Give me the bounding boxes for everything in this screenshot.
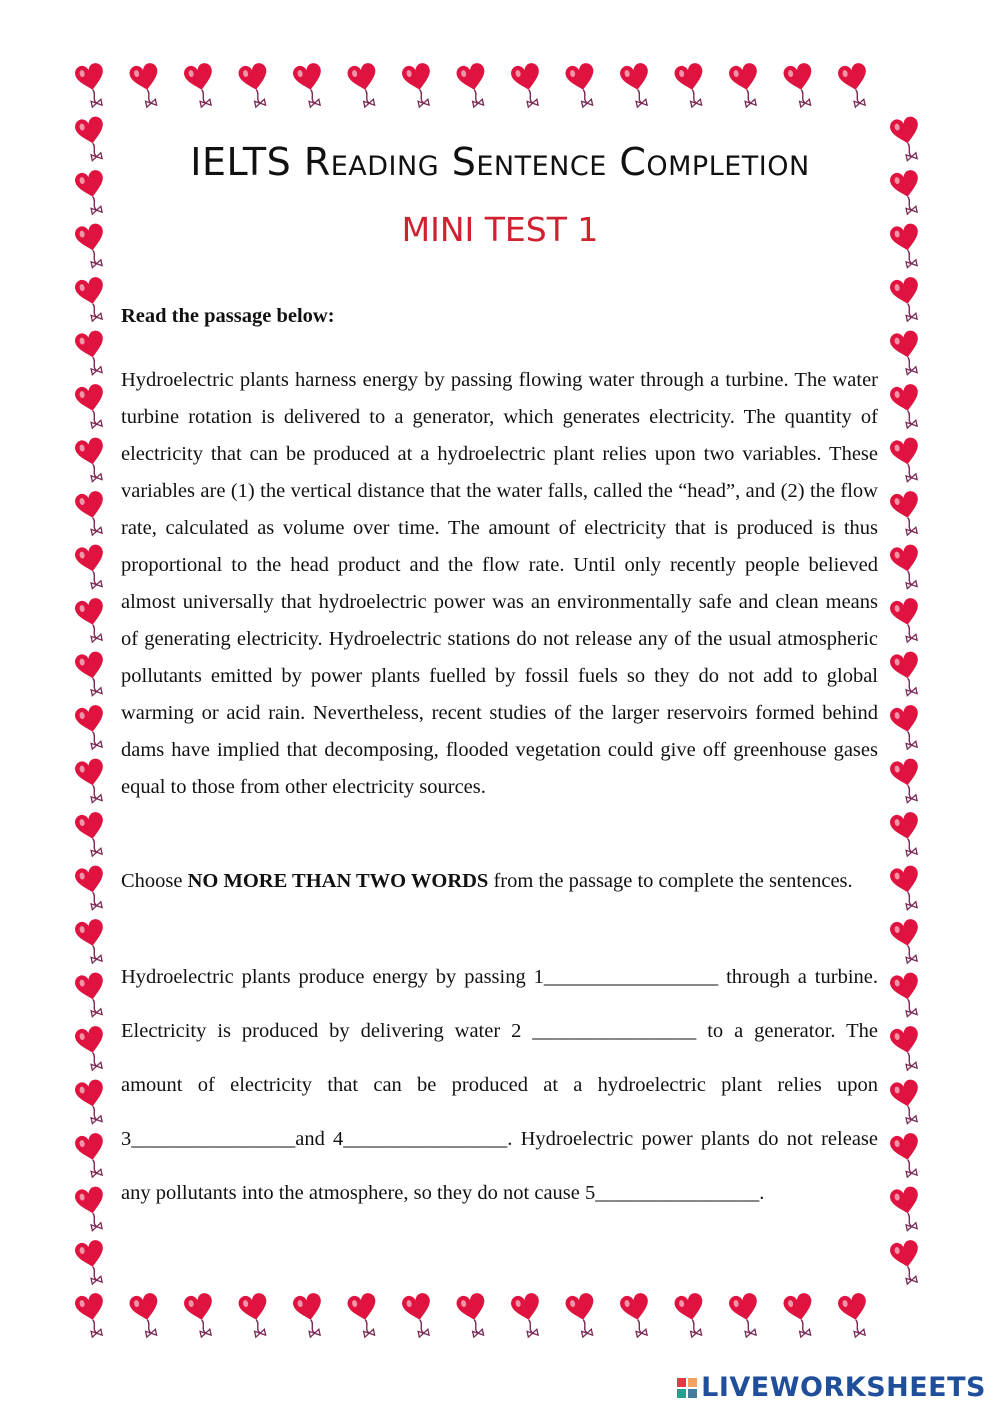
heart-balloon-icon bbox=[889, 971, 925, 1019]
heart-balloon-icon bbox=[889, 704, 925, 752]
heart-balloon-icon bbox=[74, 864, 110, 912]
heart-balloon-icon bbox=[889, 757, 925, 805]
heart-balloon-icon bbox=[782, 1292, 818, 1340]
completion-sentences: Hydroelectric plants produce energy by passing 1_________________ through a turbine. Electricity is produced by delivering water 2 ________________ to a generator. The amount of electricity that can be produced at a hydroelectric plant relies upon 3________________and 4________________. Hydroelectric power plants do not release any pollutants into the atmosphere, so they do not cause 5________________. bbox=[121, 966, 878, 1204]
heart-balloon-icon bbox=[183, 62, 219, 110]
heart-balloon-icon bbox=[74, 115, 110, 163]
heart-balloon-icon bbox=[889, 597, 925, 645]
instruction-text: Read the passage below: bbox=[121, 305, 335, 327]
heart-balloon-icon bbox=[183, 1292, 219, 1340]
heart-balloon-icon bbox=[74, 811, 110, 859]
task-instruction-suffix: from the passage to complete the sentences. bbox=[488, 870, 853, 892]
heart-balloon-icon bbox=[74, 1078, 110, 1126]
heart-balloon-icon bbox=[673, 62, 709, 110]
heart-balloon-icon bbox=[74, 918, 110, 966]
liveworksheets-watermark bbox=[677, 1372, 986, 1403]
heart-balloon-icon bbox=[889, 1078, 925, 1126]
heart-balloon-icon bbox=[74, 757, 110, 805]
heart-balloon-icon bbox=[889, 276, 925, 324]
heart-balloon-icon bbox=[74, 1185, 110, 1233]
heart-balloon-icon bbox=[346, 1292, 382, 1340]
heart-balloon-icon bbox=[889, 222, 925, 270]
heart-balloon-icon bbox=[346, 62, 382, 110]
page-title: IELTS Reading Sentence Completion bbox=[190, 140, 810, 184]
heart-balloon-icon bbox=[292, 62, 328, 110]
heart-balloon-icon bbox=[74, 1239, 110, 1287]
heart-balloon-icon bbox=[455, 1292, 491, 1340]
heart-balloon-icon bbox=[889, 1239, 925, 1287]
page-subtitle: MINI TEST 1 bbox=[401, 210, 599, 249]
heart-balloon-icon bbox=[889, 650, 925, 698]
heart-balloon-icon bbox=[673, 1292, 709, 1340]
heart-balloon-icon bbox=[455, 62, 491, 110]
heart-balloon-icon bbox=[74, 704, 110, 752]
heart-balloon-icon bbox=[74, 650, 110, 698]
heart-balloon-icon bbox=[74, 543, 110, 591]
heart-balloon-icon bbox=[619, 1292, 655, 1340]
heart-balloon-icon bbox=[401, 1292, 437, 1340]
heart-balloon-icon bbox=[564, 1292, 600, 1340]
heart-balloon-icon bbox=[74, 597, 110, 645]
heart-balloon-icon bbox=[128, 62, 164, 110]
heart-balloon-icon bbox=[889, 169, 925, 217]
heart-balloon-icon bbox=[510, 62, 546, 110]
heart-balloon-icon bbox=[128, 1292, 164, 1340]
heart-balloon-icon bbox=[889, 329, 925, 377]
heart-balloon-icon bbox=[74, 276, 110, 324]
heart-balloon-icon bbox=[401, 62, 437, 110]
heart-balloon-icon bbox=[728, 1292, 764, 1340]
heart-balloon-icon bbox=[889, 1185, 925, 1233]
heart-balloon-icon bbox=[889, 1132, 925, 1180]
reading-passage: Hydroelectric plants harness energy by passing flowing water through a turbine. The water turbine rotation is delivered to a generator, which generates electricity. The quantity of electricity that can be produced at a hydroelectric plant relies upon two variables. These variables are (1) the vertical distance that the water falls, called the “head”, and (2) the flow rate, calculated as volume over time. The amount of electricity that is produced is thus proportional to the head product and the flow rate. Until only recently people believed almost universally that hydroelectric power was an environmentally safe and clean means of generating electricity. Hydroelectric stations do not release any of the usual atmospheric pollutants emitted by power plants fuelled by fossil fuels so they do not add to global warming or acid rain. Nevertheless, recent studies of the larger reservoirs formed behind dams have implied that decomposing, flooded vegetation could give off greenhouse gases equal to those from other electricity sources. bbox=[121, 369, 878, 798]
heart-balloon-icon bbox=[237, 62, 273, 110]
heart-balloon-icon bbox=[889, 383, 925, 431]
heart-balloon-icon bbox=[74, 169, 110, 217]
heart-balloon-icon bbox=[889, 115, 925, 163]
heart-balloon-icon bbox=[74, 436, 110, 484]
heart-balloon-icon bbox=[74, 329, 110, 377]
heart-balloon-icon bbox=[74, 222, 110, 270]
heart-balloon-icon bbox=[889, 811, 925, 859]
heart-balloon-icon bbox=[74, 62, 110, 110]
heart-balloon-icon bbox=[889, 864, 925, 912]
heart-balloon-icon bbox=[782, 62, 818, 110]
heart-balloon-icon bbox=[619, 62, 655, 110]
heart-balloon-icon bbox=[889, 490, 925, 538]
liveworksheets-logo-icon bbox=[677, 1378, 697, 1398]
heart-balloon-icon bbox=[889, 1025, 925, 1073]
heart-balloon-icon bbox=[74, 490, 110, 538]
task-instruction-prefix: Choose bbox=[121, 870, 188, 892]
task-instruction-emphasis: NO MORE THAN TWO WORDS bbox=[187, 870, 489, 892]
heart-balloon-icon bbox=[74, 1292, 110, 1340]
heart-balloon-icon bbox=[510, 1292, 546, 1340]
heart-balloon-icon bbox=[837, 1292, 873, 1340]
heart-balloon-icon bbox=[292, 1292, 328, 1340]
heart-balloon-icon bbox=[74, 1132, 110, 1180]
heart-balloon-icon bbox=[889, 918, 925, 966]
heart-balloon-icon bbox=[889, 436, 925, 484]
heart-balloon-icon bbox=[728, 62, 764, 110]
heart-balloon-icon bbox=[837, 62, 873, 110]
heart-balloon-icon bbox=[74, 971, 110, 1019]
watermark-text: LIVEWORKSHEETS bbox=[701, 1372, 986, 1403]
heart-balloon-icon bbox=[237, 1292, 273, 1340]
heart-balloon-icon bbox=[564, 62, 600, 110]
heart-balloon-icon bbox=[74, 383, 110, 431]
task-instruction bbox=[121, 867, 878, 896]
heart-balloon-icon bbox=[889, 543, 925, 591]
heart-balloon-icon bbox=[74, 1025, 110, 1073]
